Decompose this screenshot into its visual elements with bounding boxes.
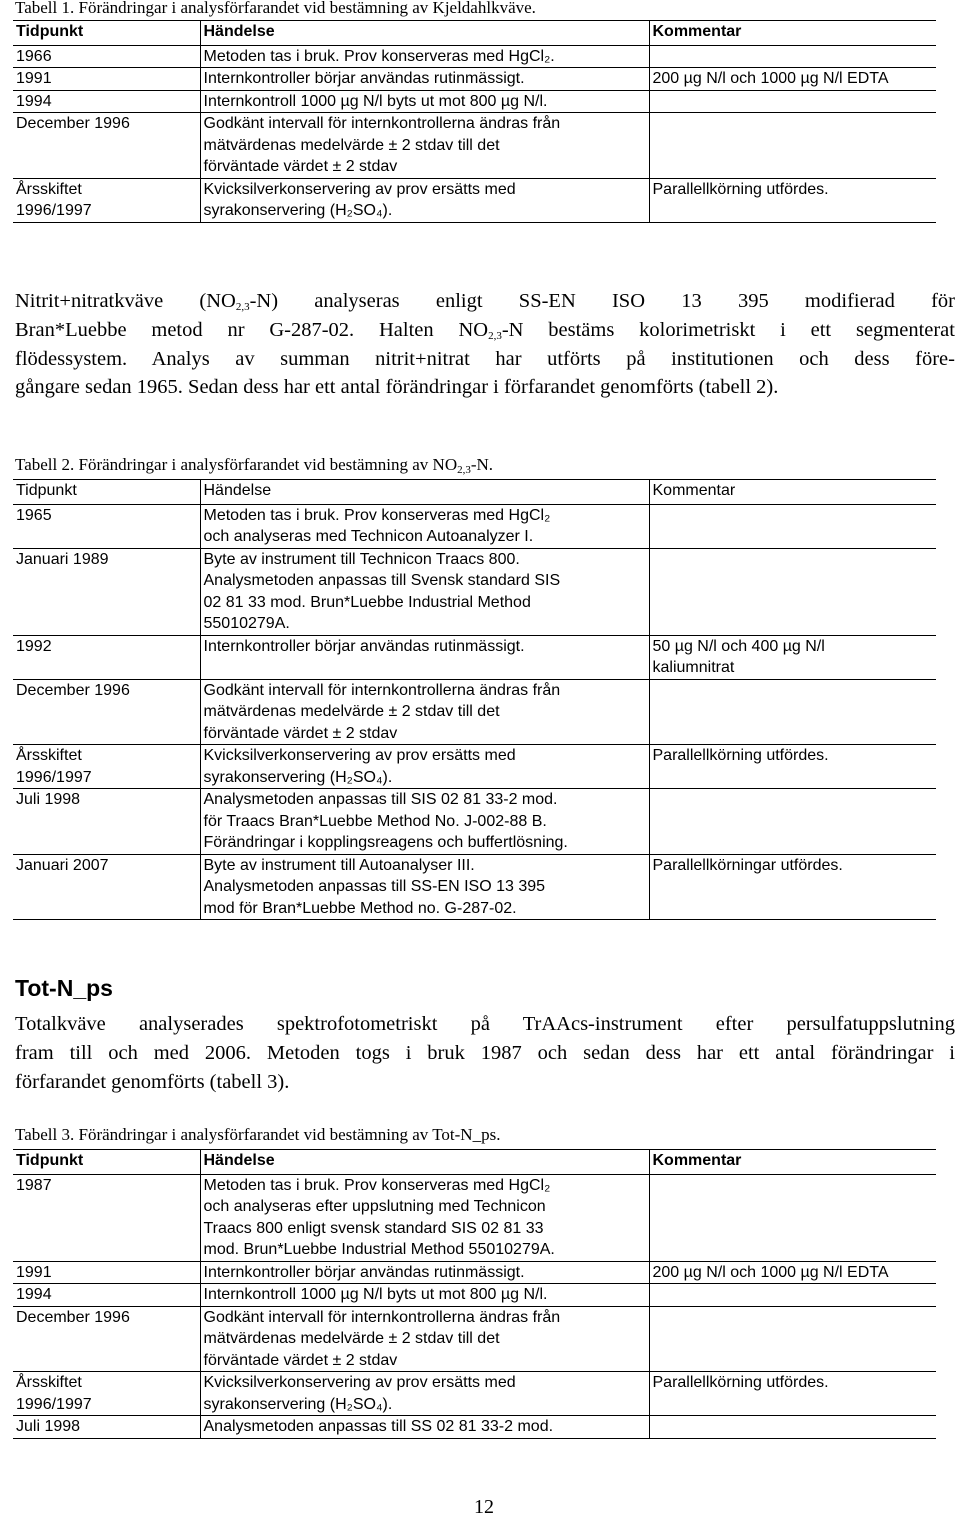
cell-line: Kvicksilverkonservering av prov ersätts med — [203, 180, 516, 198]
cell-line: 1994 — [16, 1286, 52, 1303]
cell-line — [653, 1284, 935, 1306]
cell-line: och analyseras med Technicon Autoanalyzer I. — [203, 528, 534, 545]
cell-line: 1996/1997 — [16, 1395, 92, 1413]
cell-event — [200, 90, 649, 113]
cell-line: Analysmetoden anpassas till Svensk standard SIS — [203, 572, 561, 589]
cell-line: 1965 — [16, 506, 52, 524]
table1-caption: Tabell 1. Förändringar i analysförfarandet vid bestämning av Kjeldahlkväve. — [15, 0, 536, 17]
cell-line: Metoden tas i bruk. Prov konserveras med HgCl₂ — [203, 506, 551, 524]
cell-line — [653, 789, 935, 811]
cell-line: mätvärdenas medelvärde ± 2 stdav till det — [203, 1330, 500, 1347]
cell-line: kaliumnitrat — [652, 659, 735, 676]
cell-line: 200 µg N/l och 1000 µg N/l EDTA — [652, 70, 889, 87]
cell-line: 55010279A. — [203, 615, 290, 632]
cell-event — [200, 1284, 649, 1307]
paragraph-line: Bran*Luebbe metod nr G-287-02. Halten $NO_{2,3}-N$ bestäms kolorimetriskt i ett segmenterat — [15, 318, 955, 342]
table2 — [13, 479, 936, 920]
cell-line: Januari 1989 — [16, 550, 109, 568]
cell-line: 1994 — [16, 92, 52, 110]
cell-line — [653, 1307, 935, 1329]
cell-line: 50 µg N/l och 400 µg N/l — [652, 637, 825, 655]
cell-line: syrakonservering (H₂SO₄). — [203, 768, 393, 786]
cell-comment — [649, 90, 936, 113]
section-heading: Tot-N_ps — [15, 975, 113, 1001]
cell-line: förväntade värdet ± 2 stdav — [203, 724, 398, 742]
cell-line: Internkontroller börjar användas rutinmässigt. — [203, 70, 525, 87]
cell-line: Parallellkörningar utfördes. — [652, 856, 843, 874]
cell-line: Kvicksilverkonservering av prov ersätts med — [203, 1374, 516, 1391]
cell-line: December 1996 — [16, 681, 130, 699]
cell-time — [13, 745, 200, 789]
header-handelse: Händelse — [200, 1150, 649, 1175]
cell-line: Kvicksilverkonservering av prov ersätts med — [203, 747, 516, 764]
cell-event — [200, 548, 649, 635]
cell-line: förväntade värdet ± 2 stdav — [203, 1351, 398, 1369]
cell-time — [13, 113, 200, 179]
paragraph-total-nitrogen — [15, 1010, 955, 1096]
header-tidpunkt: Tidpunkt — [13, 480, 200, 505]
cell-comment — [649, 745, 936, 789]
cell-comment — [649, 548, 936, 635]
cell-line: Årsskiftet — [16, 180, 82, 198]
cell-line — [653, 91, 935, 113]
cell-line: Internkontroller börjar användas rutinmässigt. — [203, 637, 525, 655]
cell-line: Analysmetoden anpassas till SS-EN ISO 13 395 — [203, 878, 546, 895]
table-row — [13, 854, 936, 920]
cell-line: 1992 — [16, 637, 52, 655]
cell-line — [653, 1416, 935, 1438]
table-row — [13, 635, 936, 679]
table-row — [13, 68, 936, 91]
cell-line: 1987 — [16, 1176, 52, 1194]
page-number: 12 — [474, 1496, 494, 1518]
cell-event — [200, 635, 649, 679]
cell-line — [653, 113, 935, 135]
table-row — [13, 45, 936, 68]
paragraph-line: Totalkväve analyserades spektrofotometriskt på TrAAcs-instrument efter persulfatuppslutning — [15, 1013, 955, 1035]
paragraph-line: Nitrit+nitratkväve $(NO_{2,3}-N)$ analyseras enligt SS-EN ISO 13 395 modifierad för — [15, 290, 955, 313]
cell-line: mätvärdenas medelvärde ± 2 stdav till det — [203, 136, 500, 154]
table3-caption: Tabell 3. Förändringar i analysförfarandet vid bestämning av Tot-N_ps. — [15, 1125, 501, 1144]
cell-comment — [649, 504, 936, 548]
header-tidpunkt: Tidpunkt — [13, 21, 200, 46]
cell-time — [13, 90, 200, 113]
cell-line: 02 81 33 mod. Brun*Luebbe Industrial Method — [203, 593, 531, 611]
cell-event — [200, 1174, 649, 1261]
cell-line: Parallellkörning utfördes. — [652, 1374, 829, 1391]
cell-time — [13, 1174, 200, 1261]
header-tidpunkt: Tidpunkt — [13, 1150, 200, 1175]
cell-comment — [649, 45, 936, 68]
cell-event — [200, 45, 649, 68]
cell-time — [13, 1372, 200, 1416]
cell-line: Årsskiftet — [16, 1374, 82, 1391]
cell-line — [653, 549, 935, 571]
cell-line: Byte av instrument till Autoanalyser III. — [203, 856, 475, 874]
cell-comment — [649, 68, 936, 91]
table-row — [13, 745, 936, 789]
header-handelse: Händelse — [200, 21, 649, 46]
cell-comment — [649, 679, 936, 745]
cell-comment — [649, 1261, 936, 1284]
cell-event — [200, 1372, 649, 1416]
cell-line: 1966 — [16, 47, 52, 65]
cell-event — [200, 178, 649, 222]
table-header-row — [13, 1150, 936, 1175]
cell-line: mätvärdenas medelvärde ± 2 stdav till det — [203, 703, 500, 720]
cell-time — [13, 1261, 200, 1284]
cell-comment — [649, 178, 936, 222]
cell-line — [653, 505, 935, 527]
cell-line — [653, 1175, 935, 1197]
cell-line: Godkänt intervall för internkontrollerna ändras från — [203, 1308, 561, 1326]
cell-event — [200, 504, 649, 548]
cell-line — [653, 46, 935, 68]
cell-time — [13, 548, 200, 635]
cell-line: mod. Brun*Luebbe Industrial Method 55010279A. — [203, 1241, 555, 1258]
cell-line: förväntade värdet ± 2 stdav — [203, 158, 398, 175]
cell-line: December 1996 — [16, 115, 130, 132]
cell-line: mod för Bran*Luebbe Method no. G-287-02. — [203, 899, 517, 917]
paragraph-line: fram till och med 2006. Metoden togs i bruk 1987 och sedan dess har ett antal förändringar i — [15, 1041, 955, 1064]
cell-time — [13, 854, 200, 920]
table-row — [13, 679, 936, 745]
cell-event — [200, 1306, 649, 1372]
cell-line: syrakonservering (H₂SO₄). — [203, 1395, 393, 1413]
table-header-row — [13, 21, 936, 46]
cell-line: 1996/1997 — [16, 202, 92, 219]
cell-comment — [649, 1372, 936, 1416]
cell-event — [200, 745, 649, 789]
cell-line: Internkontroller börjar användas rutinmässigt. — [203, 1263, 525, 1281]
cell-event — [200, 789, 649, 855]
cell-line: Årsskiftet — [16, 747, 82, 764]
cell-comment — [649, 854, 936, 920]
cell-time — [13, 635, 200, 679]
header-kommentar: Kommentar — [649, 1150, 936, 1175]
table-row — [13, 1174, 936, 1261]
cell-line: Analysmetoden anpassas till SIS 02 81 33-2 mod. — [203, 791, 558, 808]
cell-line: 1991 — [16, 70, 52, 87]
cell-line: syrakonservering (H₂SO₄). — [203, 202, 393, 219]
cell-comment — [649, 635, 936, 679]
cell-comment — [649, 1306, 936, 1372]
cell-event — [200, 1261, 649, 1284]
table1 — [13, 20, 936, 223]
table-row — [13, 1306, 936, 1372]
cell-line: Internkontroll 1000 µg N/l byts ut mot 800 µg N/l. — [203, 1286, 548, 1303]
cell-line: Internkontroll 1000 µg N/l byts ut mot 800 µg N/l. — [203, 92, 548, 110]
paragraph-line: förfarandet genomförts (tabell 3). — [15, 1070, 290, 1093]
cell-line: Förändringar i kopplingsreagens och buffertlösning. — [203, 834, 568, 851]
cell-line: för Traacs Bran*Luebbe Method No. J-002-88 B. — [203, 812, 547, 830]
table-row — [13, 1284, 936, 1307]
cell-line: Juli 1998 — [16, 1418, 81, 1435]
cell-time — [13, 1306, 200, 1372]
cell-time — [13, 1416, 200, 1439]
cell-event — [200, 679, 649, 745]
cell-event — [200, 854, 649, 920]
cell-line: December 1996 — [16, 1308, 130, 1326]
header-handelse: Händelse — [200, 480, 649, 505]
cell-line: Traacs 800 enligt svensk standard SIS 02 81 33 — [203, 1219, 544, 1237]
table-row — [13, 1416, 936, 1439]
cell-time — [13, 1284, 200, 1307]
cell-line: 200 µg N/l och 1000 µg N/l EDTA — [652, 1263, 889, 1281]
cell-line: Godkänt intervall för internkontrollerna ändras från — [203, 681, 561, 699]
cell-line: Parallellkörning utfördes. — [652, 747, 829, 764]
cell-line: Januari 2007 — [16, 856, 109, 874]
table-header-row — [13, 480, 936, 505]
cell-line: 1996/1997 — [16, 768, 92, 786]
cell-line: Parallellkörning utfördes. — [652, 180, 829, 198]
paragraph-line: flödessystem. Analys av summan nitrit+nitrat har utförts på institutionen och dess före- — [15, 347, 955, 370]
paragraph-nitrite-nitrate — [15, 287, 955, 402]
cell-time — [13, 45, 200, 68]
table3 — [13, 1149, 936, 1439]
table2-caption: Tabell 2. Förändringar i analysförfarandet vid bestämning av $NO_{2,3}-N$. — [15, 455, 494, 476]
header-kommentar: Kommentar — [649, 21, 936, 46]
table-row — [13, 113, 936, 179]
cell-time — [13, 68, 200, 91]
cell-line: 1991 — [16, 1263, 52, 1281]
cell-line: Juli 1998 — [16, 791, 81, 808]
table-row — [13, 90, 936, 113]
cell-line: Godkänt intervall för internkontrollerna ändras från — [203, 115, 561, 132]
paragraph-line: gångare sedan 1965. Sedan dess har ett antal förändringar i förfarandet genomförts (tabell 2). — [15, 376, 779, 399]
cell-comment — [649, 1416, 936, 1439]
cell-line — [653, 680, 935, 702]
cell-line: och analyseras efter uppslutning med Technicon — [203, 1198, 546, 1215]
cell-event — [200, 68, 649, 91]
cell-time — [13, 178, 200, 222]
cell-line: Byte av instrument till Technicon Traacs 800. — [203, 550, 520, 568]
cell-line: Metoden tas i bruk. Prov konserveras med HgCl₂. — [203, 47, 555, 65]
cell-event — [200, 113, 649, 179]
header-kommentar: Kommentar — [649, 480, 936, 505]
cell-time — [13, 679, 200, 745]
cell-line: Analysmetoden anpassas till SS 02 81 33-2 mod. — [203, 1418, 554, 1435]
table-row — [13, 1372, 936, 1416]
table-row — [13, 789, 936, 855]
cell-line: Metoden tas i bruk. Prov konserveras med HgCl₂ — [203, 1176, 551, 1194]
cell-comment — [649, 789, 936, 855]
cell-time — [13, 504, 200, 548]
table-row — [13, 1261, 936, 1284]
cell-time — [13, 789, 200, 855]
table-row — [13, 548, 936, 635]
table-row — [13, 504, 936, 548]
table-row — [13, 178, 936, 222]
cell-comment — [649, 113, 936, 179]
cell-comment — [649, 1174, 936, 1261]
cell-event — [200, 1416, 649, 1439]
cell-comment — [649, 1284, 936, 1307]
